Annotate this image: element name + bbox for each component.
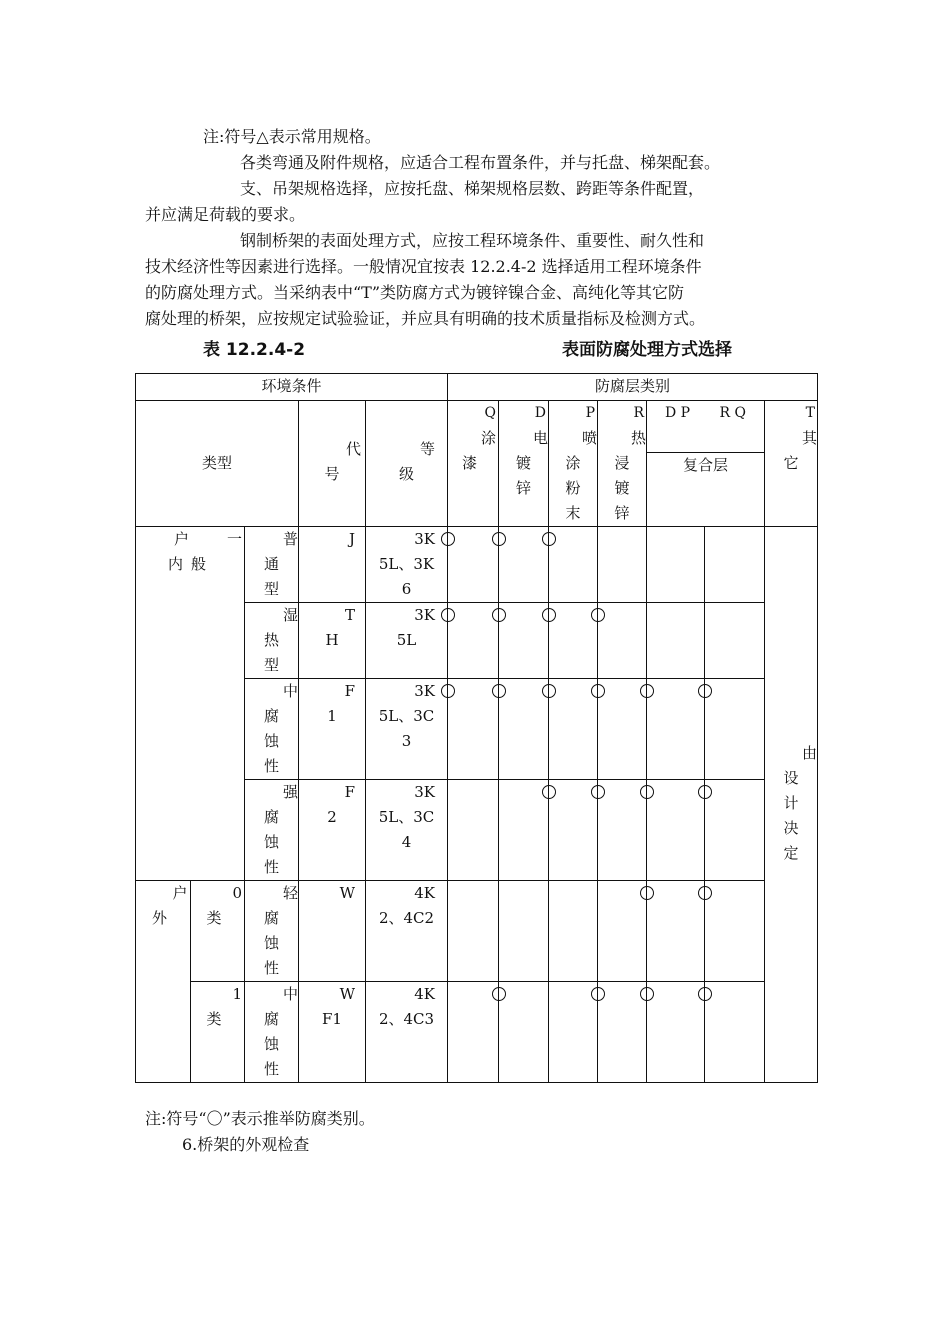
note-symbol-triangle: 注:符号△表示常用规格。 [203, 127, 381, 146]
recommend-circle-icon [591, 684, 605, 698]
col-composite: 复合层 [647, 452, 765, 526]
recommend-circle-icon [441, 608, 455, 622]
paragraph-support-line2: 并应满足荷载的要求。 [145, 205, 306, 224]
note-symbol-circle: 注:符号“〇”表示推举防腐类别。 [145, 1109, 375, 1128]
paragraph-surface-line1: 钢制桥架的表面处理方式，应按工程环境条件、重要性、耐久性和 [240, 231, 705, 250]
mark-cell [598, 527, 647, 603]
row-code: J [299, 527, 366, 603]
anticorrosion-table [135, 373, 818, 1083]
recommend-circle-icon [492, 608, 506, 622]
col-coat-r: R 热 浸 镀 锌 [598, 401, 647, 527]
row-name: 普 通 型 [245, 527, 299, 603]
t-decided-by-design: 由 设 计 决 定 [765, 527, 818, 1083]
header-coating-type: 防腐层类别 [448, 374, 818, 401]
mark-cell [705, 527, 765, 603]
col-coat-d: D 电 镀 锌 [499, 401, 549, 527]
row-code: T H [299, 603, 366, 679]
row-grade: 3K 5L [366, 603, 448, 679]
mark-cell [448, 982, 499, 1083]
mark-cell [647, 603, 705, 679]
mark-cell [448, 780, 499, 881]
mark-cell [549, 881, 598, 982]
mark-cell [598, 982, 647, 1083]
mark-cell [598, 603, 647, 679]
row-name: 强 腐 蚀 性 [245, 780, 299, 881]
recommend-circle-icon [640, 684, 654, 698]
row-grade: 3K 5L、3K 6 [366, 527, 448, 603]
recommend-circle-icon [492, 532, 506, 546]
mark-cell [647, 780, 705, 881]
section-heading-inspection: 6.桥架的外观检查 [182, 1135, 310, 1154]
mark-cell [549, 679, 598, 780]
mark-cell [499, 679, 549, 780]
mark-cell [448, 679, 499, 780]
recommend-circle-icon [542, 684, 556, 698]
recommend-circle-icon [542, 532, 556, 546]
row-code: W F1 [299, 982, 366, 1083]
row-grade: 4K 2、4C3 [366, 982, 448, 1083]
paragraph-surface-line4: 腐处理的桥架，应按规定试验验证，并应具有明确的技术质量指标及检测方式。 [145, 309, 706, 328]
recommend-circle-icon [492, 987, 506, 1001]
row-grade: 4K 2、4C2 [366, 881, 448, 982]
row-grade: 3K 5L、3C 3 [366, 679, 448, 780]
row-grade: 3K 5L、3C 4 [366, 780, 448, 881]
recommend-circle-icon [640, 987, 654, 1001]
env-outdoor: 户 外 [136, 881, 191, 1083]
col-composite-codes: D P R Q [647, 401, 765, 453]
mark-cell [647, 527, 705, 603]
mark-cell [598, 780, 647, 881]
header-environment: 环境条件 [136, 374, 448, 401]
col-code: 代 号 [299, 401, 366, 527]
row-name: 湿 热 型 [245, 603, 299, 679]
recommend-circle-icon [640, 886, 654, 900]
recommend-circle-icon [591, 608, 605, 622]
table-number: 表 12.2.4-2 [203, 340, 306, 360]
row-group: 0 类 [190, 881, 245, 982]
col-coat-t: T 其 它 [765, 401, 818, 527]
col-coat-q: Q 涂 漆 [448, 401, 499, 527]
mark-cell [705, 679, 765, 780]
recommend-circle-icon [441, 684, 455, 698]
recommend-circle-icon [492, 684, 506, 698]
recommend-circle-icon [698, 785, 712, 799]
row-name: 中 腐 蚀 性 [245, 982, 299, 1083]
col-grade: 等 级 [366, 401, 448, 527]
mark-cell [448, 527, 499, 603]
mark-cell [647, 679, 705, 780]
table-row [136, 527, 818, 603]
row-code: F 1 [299, 679, 366, 780]
recommend-circle-icon [698, 684, 712, 698]
col-coat-p: P 喷 涂 粉 末 [549, 401, 598, 527]
recommend-circle-icon [698, 886, 712, 900]
paragraph-support-line1: 支、吊架规格选择，应按托盘、梯架规格层数、跨距等条件配置， [240, 179, 705, 198]
paragraph-bend-fittings: 各类弯通及附件规格，应适合工程布置条件，并与托盘、梯架配套。 [240, 153, 721, 172]
col-type: 类型 [136, 401, 299, 527]
paragraph-surface-line2: 技术经济性等因素进行选择。一般情况宜按表 12.2.4-2 选择适用工程环境条件 [145, 257, 702, 276]
row-code: F 2 [299, 780, 366, 881]
recommend-circle-icon [542, 785, 556, 799]
mark-cell [598, 679, 647, 780]
recommend-circle-icon [542, 608, 556, 622]
mark-cell [705, 603, 765, 679]
mark-cell [549, 982, 598, 1083]
row-name: 轻 腐 蚀 性 [245, 881, 299, 982]
mark-cell [647, 982, 705, 1083]
mark-cell [448, 603, 499, 679]
mark-cell [705, 982, 765, 1083]
recommend-circle-icon [698, 987, 712, 1001]
row-name: 中 腐 蚀 性 [245, 679, 299, 780]
recommend-circle-icon [591, 785, 605, 799]
mark-cell [499, 881, 549, 982]
recommend-circle-icon [640, 785, 654, 799]
mark-cell [705, 881, 765, 982]
mark-cell [499, 527, 549, 603]
mark-cell [705, 780, 765, 881]
mark-cell [647, 881, 705, 982]
mark-cell [448, 881, 499, 982]
mark-cell [549, 527, 598, 603]
mark-cell [549, 780, 598, 881]
paragraph-surface-line3: 的防腐处理方式。当采纳表中“T”类防腐方式为镀锌镍合金、高纯化等其它防 [145, 283, 685, 302]
table-row [136, 881, 818, 982]
row-group: 1 类 [190, 982, 245, 1083]
table-name: 表面防腐处理方式选择 [562, 340, 732, 360]
recommend-circle-icon [591, 987, 605, 1001]
mark-cell [499, 780, 549, 881]
mark-cell [598, 881, 647, 982]
env-indoor: 户 内 一 般 [136, 527, 245, 881]
table-row [136, 982, 818, 1083]
row-code: W [299, 881, 366, 982]
mark-cell [499, 982, 549, 1083]
recommend-circle-icon [441, 532, 455, 546]
mark-cell [499, 603, 549, 679]
